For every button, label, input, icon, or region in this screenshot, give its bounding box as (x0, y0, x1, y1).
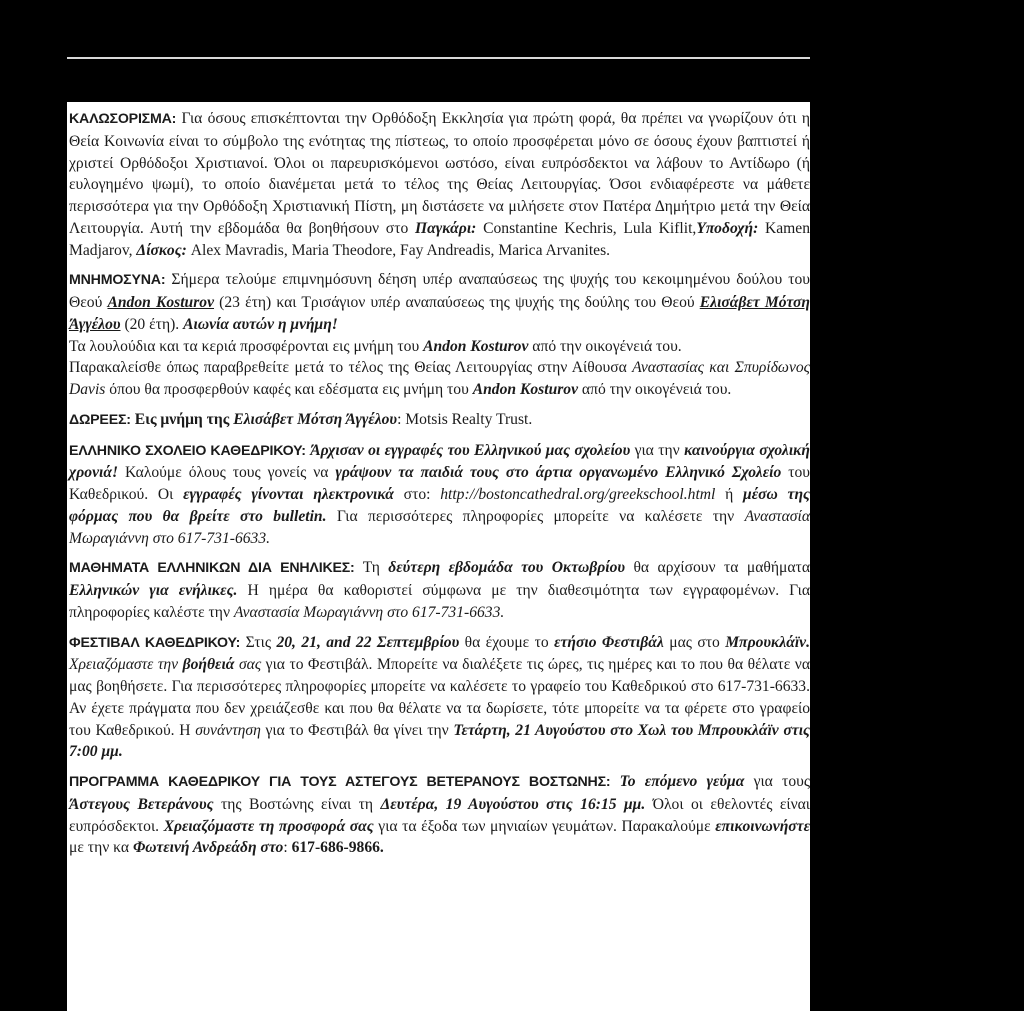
school-emphasis-5: μέσω της φόρμας που θα βρείτε στο bulletin. (69, 486, 810, 525)
school-emphasis-2: καινούργια σχολική χρονιά! (69, 441, 810, 482)
festival-emphasis-5: Τετάρτη, 21 Αυγούστου στο Χωλ του Μπρουκλάϊν στις 7:00 μμ. (69, 721, 810, 761)
bulletin-page (67, 102, 810, 1011)
memorial-text-2: (23 έτη) και Τρισάγιον υπέρ αναπαύσεως της ψυχής της δούλης του Θεού (214, 294, 700, 311)
school-paragraph (69, 440, 810, 550)
school-text-7: Για περισσότερες πληροφορίες μπορείτε να καλέσετε την (326, 507, 745, 525)
adult-text-1: Τη (354, 559, 389, 577)
school-text-3: Καλούμε όλους τους γονείς να (118, 464, 336, 482)
veterans-text-1 (610, 773, 619, 790)
festival-text-8: για το Φεστιβάλ θα γίνει την (260, 721, 454, 739)
festival-emphasis-3: Μπρουκλάϊν. (725, 633, 810, 651)
veterans-phone: 617-686-9866. (291, 839, 384, 857)
festival-italic-1: Χρειαζόμαστε την (69, 656, 179, 674)
festival-text-3: μας στο (663, 633, 726, 651)
memorial-text: Σήμερα τελούμε επιμνημόσυνη δέηση υπέρ αναπαύσεως της ψυχής του κεκοιμημένου δούλου του Θεού (69, 271, 810, 311)
veterans-heading: ΠΡΟΓΡΑΜΜΑ ΚΑΘΕΔΡΙΚΟΥ ΓΙΑ ΤΟΥΣ ΑΣΤΕΓΟΥΣ ΒΕΤΕΡΑΝΟΥΣ ΒΟΣΤΩΝΗΣ: (69, 774, 611, 790)
festival-text-2: θα έχουμε το (459, 633, 555, 651)
school-emphasis-3: γράψουν τα παιδιά τους στο άρτια οργανωμένο Ελληνικό Σχολείο (335, 464, 782, 482)
festival-heading: ΦΕΣΤΙΒΑΛ ΚΑΘΕΔΡΙΚΟΥ: (69, 634, 241, 651)
school-heading: ΕΛΛΗΝΙΚΟ ΣΧΟΛΕΙΟ ΚΑΘΕΔΡΙΚΟΥ: (69, 442, 306, 459)
diskos-names: Alex Mavradis, Maria Theodore, Fay Andreadis, Marica Arvanites. (186, 241, 611, 259)
flowers-text: Τα λουλούδια και τα κεριά προσφέρονται εις μνήμη του (69, 337, 424, 355)
invite-text-3: από την οικογένειά του. (578, 381, 732, 398)
memorial-name-1: Andon Kosturov (107, 294, 215, 311)
veterans-emphasis-1: Το επόμενο γεύμα (619, 773, 745, 790)
veterans-text-4: Όλοι οι εθελοντές είναι ευπρόσδεκτοι. (69, 795, 810, 835)
flowers-name: Andon Kosturov (423, 337, 529, 355)
school-emphasis-1: Άρχισαν οι εγγραφές του Ελληνικού μας σχολείου (310, 441, 631, 459)
ypodoxi-label: Υποδοχή: (696, 219, 759, 237)
veterans-emphasis-4: επικοινωνήστε (715, 817, 810, 835)
adult-emphasis-1: δεύτερη εβδομάδα του Οκτωβρίου (388, 559, 626, 577)
veterans-text-3: της Βοστώνης είναι τη (213, 795, 381, 813)
festival-paragraph (69, 632, 810, 764)
diskos-label: Δίσκος: (136, 241, 187, 259)
festival-emphasis-1: 20, 21, and 22 Σεπτεμβρίου (276, 633, 460, 651)
veterans-emphasis-5: Φωτεινή Ανδρεάδη στο (132, 839, 284, 857)
festival-emphasis-4: βοήθειά (182, 656, 235, 674)
welcome-heading: ΚΑΛΩΣΟΡΙΣΜΑ: (69, 111, 177, 127)
veterans-italic-1: Άστεγους Βετεράνους (69, 795, 214, 813)
school-contact: Αναστασία Μωραγιάννη στο 617-731-6633. (69, 507, 810, 547)
festival-emphasis-2: ετήσιο Φεστιβάλ (554, 633, 664, 651)
festival-italic-2: σας (238, 656, 262, 674)
invite-text: Παρακαλείσθε όπως παραβρεθείτε μετά το τέλος της Θείας Λειτουργίας στην Αίθουσα (69, 359, 633, 377)
pagkari-names: Constantine Kechris, Lula Kiflit, (476, 219, 697, 237)
school-emphasis-4: εγγραφές γίνονται ηλεκτρονικά (183, 486, 394, 503)
veterans-text-7: : (283, 839, 292, 857)
welcome-paragraph (69, 108, 810, 261)
memorial-name-2: Ελισάβετ Μότση Άγγέλου (69, 294, 810, 333)
festival-text-7: για το Φεστιβάλ. Μπορείτε να διαλέξετε τις ώρες, τις ημέρες και το που θα θέλατε να μας βοηθήσετε. Για περισσότερες πληροφορίες μπορείτε να καλέσετε το γραφείο του Καθεδρικού στο 617-731-6633. Αν έχετε πράγματα που δεν χρειάζεσθε και που θα θέλατε να τα δωρίσετε, τότε μπορείτε να τα φέρετε στο γραφείο του Καθεδρικού. Η (69, 656, 810, 739)
bulletin-content (67, 102, 810, 859)
invite-paragraph (69, 357, 810, 401)
school-text-2: για την (630, 441, 685, 459)
donations-heading: ΔΩΡΕΕΣ: (69, 411, 131, 428)
donations-text-2: : Motsis Realty Trust. (397, 410, 533, 428)
school-text-6: ή (715, 486, 744, 503)
invite-hall: Αναστασίας και Σπυρίδωνος Davis (69, 359, 810, 398)
memorial-paragraph (69, 269, 810, 335)
adult-contact: Αναστασία Μωραγιάννη στο 617-731-6633. (233, 603, 505, 621)
invite-text-2: όπου θα προσφερθούν καφές και εδέσματα εις μνήμη του (105, 381, 473, 398)
pagkari-label: Παγκάρι: (414, 219, 477, 237)
right-border (810, 0, 1024, 1011)
memorial-text-3: (20 έτη). (120, 315, 184, 333)
veterans-emphasis-3: Χρειαζόμαστε τη προσφορά σας (163, 817, 374, 835)
flowers-text-2: από την οικογένειά του. (528, 337, 682, 355)
adult-emphasis-2: Ελληνικών για ενήλικες. (69, 582, 238, 599)
header-bar (67, 57, 810, 102)
memorial-blessing: Αιωνία αυτών η μνήμη! (183, 315, 338, 333)
veterans-paragraph (69, 771, 810, 859)
adult-text-3: Η ημέρα θα καθοριστεί σύμφωνα με την διαθεσιμότητα των εγγραφομένων. Για πληροφορίες καλέστε την (69, 582, 810, 621)
flowers-line (69, 336, 810, 358)
school-text-5: στο: (393, 486, 441, 503)
donations-text: Εις μνήμη της (130, 410, 234, 428)
school-url-link[interactable]: http://bostoncathedral.org/greekschool.html (440, 486, 716, 503)
festival-text-1: Στις (240, 633, 277, 651)
adult-text-2: θα αρχίσουν τα μαθήματα (625, 559, 810, 577)
adult-classes-paragraph (69, 557, 810, 623)
veterans-emphasis-2: Δευτέρα, 19 Αυγούστου στις 16:15 μμ. (380, 795, 646, 813)
festival-italic-3: συνάντηση (195, 721, 261, 739)
veterans-text-5: για τα έξοδα των μηνιαίων γευμάτων. Παρακαλούμε (373, 817, 716, 835)
veterans-text-6: με την κα (69, 839, 133, 857)
school-text-4: του Καθεδρικού. Οι (69, 464, 810, 503)
memorial-heading: ΜΝΗΜΟΣΥΝΑ: (69, 272, 166, 289)
ypodoxi-names: Kamen Madjarov, (69, 219, 810, 259)
veterans-text-2: για τους (744, 773, 810, 790)
adult-classes-heading: ΜΑΘΗΜΑΤΑ ΕΛΛΗΝΙΚΩΝ ΔΙΑ ΕΝΗΛΙΚΕΣ: (69, 560, 355, 577)
welcome-text: Για όσους επισκέπτονται την Ορθόδοξη Εκκλησία για πρώτη φορά, θα πρέπει να γνωρίζουν ότι η Θεία Κοινωνία είναι το σύμβολο της ενότητας της πίστεως, το οποίο προσφέρεται μόνο σε όσους έχουν βαπτιστεί ή χριστεί Ορθόδοξοι Χριστιανοί. Όλοι οι παρευρισκόμενοι ωστόσο, είναι ευπρόσδεκτοι να λάβουν το Αντίδωρο (ή ευλογημένο ψωμί), το οποίο διανέμεται μετά το τέλος της Θείας Λειτουργίας. Όσοι ενδιαφέρεστε να μάθετε περισσότερα για την Ορθόδοξη Χριστιανική Πίστη, μη διστάσετε να μιλήσετε στον Πατέρα Δημήτριο μετά την Θεία Λειτουργία. Αυτή την εβδομάδα θα βοηθήσουν στο (69, 110, 810, 237)
donations-paragraph (69, 409, 810, 432)
donations-name: Ελισάβετ Μότση Άγγέλου (233, 410, 398, 428)
invite-name: Andon Kosturov (472, 381, 579, 398)
